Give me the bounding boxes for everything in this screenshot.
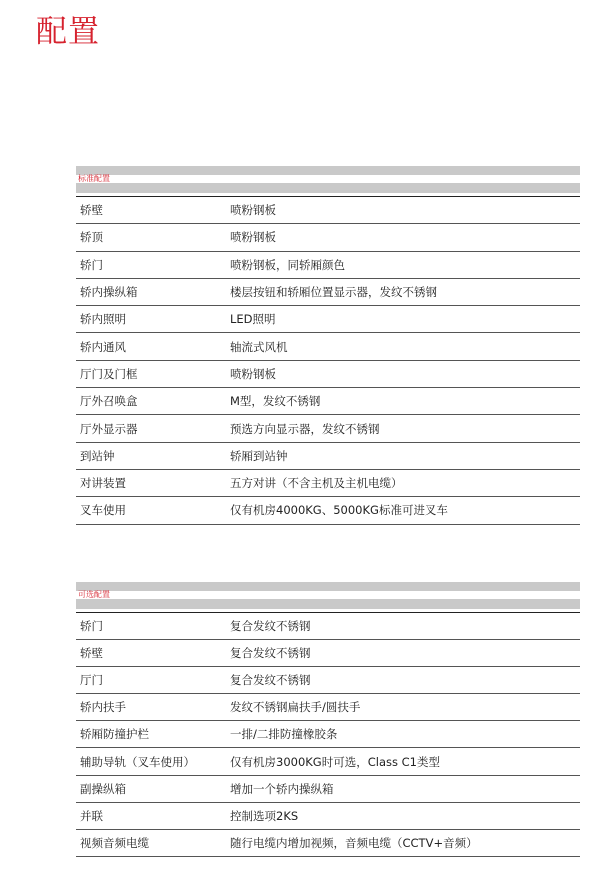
row-value: 预选方向显示器，发纹不锈钢: [230, 421, 380, 436]
section-header-label: 可选配置: [78, 591, 114, 599]
table-row: [76, 415, 580, 442]
section-header-label: 标准配置: [78, 175, 114, 183]
table-row: [76, 388, 580, 415]
row-value: 轿厢到站钟: [230, 448, 288, 463]
table-row: [76, 748, 580, 775]
row-value: 复合发纹不锈钢: [230, 673, 311, 688]
row-value: 控制选项2KS: [230, 808, 299, 823]
row-item: 轿顶: [80, 230, 103, 245]
row-item: 轿门: [80, 619, 103, 634]
table-row: [76, 667, 580, 694]
row-value: 随行电缆内增加视频，音频电缆（CCTV+音频）: [230, 835, 478, 850]
row-item: 轿内照明: [80, 312, 126, 327]
row-value: 仅有机房4000KG、5000KG标准可进叉车: [230, 503, 448, 518]
row-value: 复合发纹不锈钢: [230, 619, 311, 634]
header-bar: [76, 599, 580, 609]
header-bar: [76, 582, 580, 591]
row-value: 楼层按钮和轿厢位置显示器，发纹不锈钢: [230, 285, 437, 300]
row-value: LED照明: [230, 312, 276, 327]
row-value: 五方对讲（不含主机及主机电缆）: [230, 476, 403, 491]
row-item: 副操纵箱: [80, 781, 126, 796]
standard-config-section: [76, 166, 580, 525]
row-item: 辅助导轨（叉车使用）: [80, 754, 195, 769]
page-title: 配置: [36, 14, 100, 50]
row-value: 轴流式风机: [230, 339, 288, 354]
row-item: 轿门: [80, 257, 103, 272]
row-item: 对讲装置: [80, 476, 126, 491]
table-row: [76, 830, 580, 857]
header-bar: [76, 183, 580, 193]
row-item: 轿内扶手: [80, 700, 126, 715]
row-item: 视频音频电缆: [80, 835, 149, 850]
table-row: [76, 803, 580, 830]
row-value: 一排/二排防撞橡胶条: [230, 727, 338, 742]
row-value: 喷粉钢板: [230, 203, 276, 218]
standard-config-table: [76, 196, 580, 525]
table-row: [76, 470, 580, 497]
table-row: [76, 694, 580, 721]
optional-config-table: [76, 612, 580, 857]
table-row: [76, 306, 580, 333]
row-value: 复合发纹不锈钢: [230, 646, 311, 661]
table-row: [76, 443, 580, 470]
row-value: 喷粉钢板: [230, 230, 276, 245]
row-item: 轿厢防撞护栏: [80, 727, 149, 742]
row-item: 轿壁: [80, 646, 103, 661]
row-value: 仅有机房3000KG时可选，Class C1类型: [230, 754, 440, 769]
row-item: 厅门及门框: [80, 366, 138, 381]
row-item: 轿内通风: [80, 339, 126, 354]
table-row: [76, 361, 580, 388]
table-row: [76, 497, 580, 524]
row-item: 叉车使用: [80, 503, 126, 518]
row-value: 喷粉钢板，同轿厢颜色: [230, 257, 345, 272]
row-item: 厅外召唤盒: [80, 394, 138, 409]
row-item: 厅外显示器: [80, 421, 138, 436]
table-row: [76, 613, 580, 640]
section-header: [76, 166, 580, 196]
section-header: [76, 582, 580, 612]
row-value: 增加一个轿内操纵箱: [230, 781, 334, 796]
row-item: 厅门: [80, 673, 103, 688]
optional-config-section: [76, 582, 580, 857]
table-row: [76, 224, 580, 251]
row-value: M型，发纹不锈钢: [230, 394, 321, 409]
row-item: 轿壁: [80, 203, 103, 218]
table-row: [76, 721, 580, 748]
table-row: [76, 252, 580, 279]
header-bar: [76, 166, 580, 175]
row-item: 到站钟: [80, 448, 115, 463]
row-item: 并联: [80, 808, 103, 823]
row-value: 发纹不锈钢扁扶手/圆扶手: [230, 700, 361, 715]
row-value: 喷粉钢板: [230, 366, 276, 381]
table-row: [76, 640, 580, 667]
row-item: 轿内操纵箱: [80, 285, 138, 300]
table-row: [76, 333, 580, 360]
table-row: [76, 197, 580, 224]
table-row: [76, 776, 580, 803]
table-row: [76, 279, 580, 306]
